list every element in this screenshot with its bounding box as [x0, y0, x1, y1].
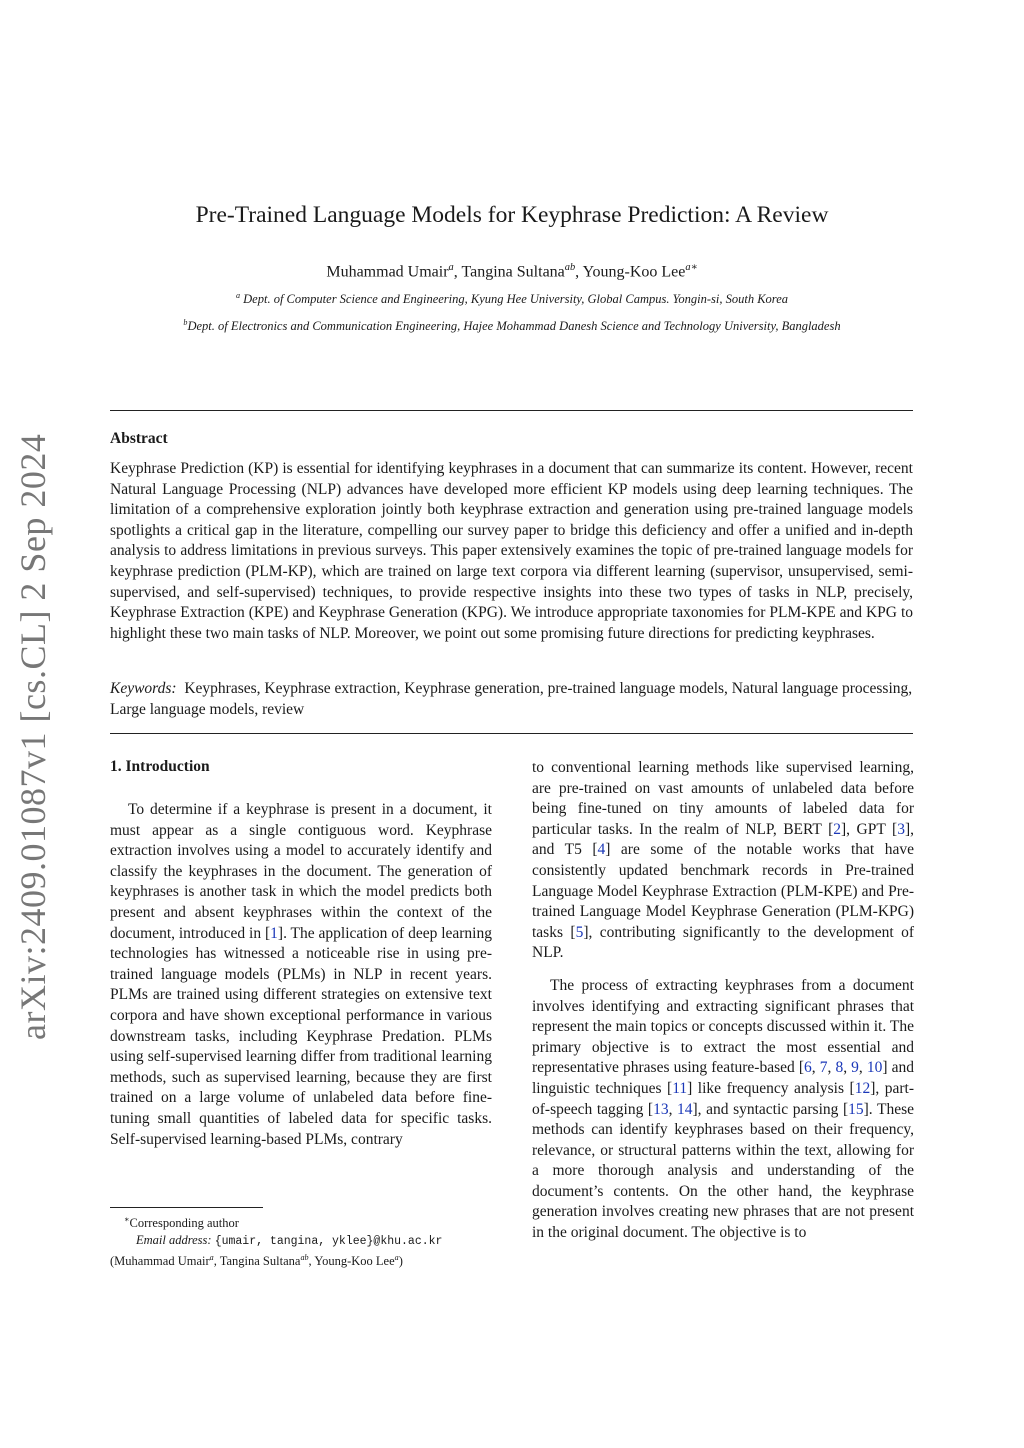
- author-name: Muhammad Umair: [326, 263, 449, 281]
- abstract-text: Keyphrase Prediction (KP) is essential for identifying keyphrases in a document that can summarize its content. However, recent Natural Language Processing (NLP) advances have developed more efficient KP models using deep learning techniques. The limitation of a comprehensive exploration jointly both keyphrase extraction and generation using pre-trained language models spotlights a critical gap in the literature, compelling our survey paper to bridge this deficiency and offer a unified and in-depth analysis to address limitations in previous surveys. This paper extensively examines the topic of pre-trained language models for keyphrase prediction (PLM-KP), which are trained on large text corpora via different learning (supervisor, unsupervised, semi-supervised, and self-supervised) techniques, to provide respective insights into these two types of tasks in NLP, precisely, Keyphrase Extraction (KPE) and Keyphrase Generation (KPG). We introduce appropriate taxonomies for PLM-KPE and KPG to highlight these two main tasks of NLP. Moreover, we point out some promising future directions for predicting keyphrases.: [110, 460, 913, 642]
- citation-link[interactable]: 6: [804, 1059, 812, 1077]
- author-name: Young-Koo Lee: [582, 263, 686, 281]
- footnote-name: , Tangina Sultana: [213, 1254, 301, 1269]
- footnote-close: ): [398, 1254, 403, 1269]
- citation-link[interactable]: 1: [270, 924, 278, 942]
- intro-paragraph-1-cont: [532, 758, 914, 964]
- arxiv-identifier: arXiv:2409.01087v1 [cs.CL] 2 Sep 2024: [13, 433, 53, 1040]
- text-run: ], and T5 [: [532, 820, 915, 859]
- text-run: ]. The application of deep learning technologies has witnessed a noticeable rise in using pre-trained language models (PLMs) in NLP in recent years. PLMs are trained using different strategies on extensive text corpora and have shown exceptional performance in various downstream tasks, including Keyphrase Predation. PLMs using self-supervised learning differ from traditional learning methods, such as supervised learning, because they are first trained on a large volume of unlabeled data before fine-tuning small quantities of labeled data for specific tasks. Self-supervised learning-based PLMs, contrary: [110, 924, 492, 1148]
- citation-link[interactable]: 11: [672, 1079, 688, 1097]
- footnote-sup: a: [394, 1253, 399, 1263]
- footnote-name: , Young-Koo Lee: [308, 1254, 395, 1269]
- email-label: Email address:: [136, 1232, 212, 1247]
- text-run: to conventional learning methods like supervised learning, are pre-trained on vast amounts of unlabeled data before being fine-tuned on tiny amounts of labeled data for particular tasks. In the realm of NLP, BERT [: [532, 759, 914, 838]
- author-name: Tangina Sultana: [461, 263, 565, 281]
- text-run: ], part-of-speech tagging [: [532, 1079, 915, 1118]
- footnote-name: (Muhammad Umair: [110, 1254, 210, 1269]
- citation-link[interactable]: 14: [677, 1100, 693, 1118]
- affil-text: Dept. of Electronics and Communication Engineering, Hajee Mohammad Danesh Science and Technology University, Bangladesh: [187, 319, 841, 334]
- footnote-sup: a: [209, 1253, 214, 1263]
- text-run: ,: [827, 1059, 836, 1077]
- affiliation-a: [0, 291, 1024, 307]
- affil-mark: a: [235, 291, 241, 300]
- citation-link[interactable]: 4: [597, 841, 606, 859]
- text-run: ] are some of the notable works that have consistently updated benchmark records in Pre-trained Language Model Keyphrase Extraction (PLM-KPE) and Pre-trained Language Model Keyphrase Generation (PLM-KPG) tasks [: [532, 841, 914, 941]
- abstract-bottom-rule: [110, 733, 913, 734]
- right-column: [532, 758, 914, 1244]
- author-list: Muhammad Umair$^a$, Tangina Sultana$^{ab}$, Young-Koo Lee$^{a∗}$: [326, 262, 698, 281]
- author-affil-mark: ab: [564, 262, 576, 273]
- footnote-rule: [110, 1207, 263, 1208]
- text-run: ,: [811, 1059, 820, 1077]
- text-run: ,: [858, 1059, 867, 1077]
- text-run: ,: [668, 1100, 678, 1118]
- citation-link[interactable]: 12: [854, 1079, 871, 1097]
- footnote-text: Corresponding author: [129, 1216, 239, 1231]
- paper-title: Pre-Trained Language Models for Keyphrase Prediction: A Review: [195, 202, 829, 228]
- text-run: ], GPT [: [841, 820, 898, 838]
- text-run: ], contributing significantly to the development of NLP.: [532, 923, 914, 962]
- text-run: ]. These methods can identify keyphrases based on their frequency, relevance, or structural patterns within the text, allowing for a more thorough analysis and understanding of the document’s contents. On the other hand, the keyphrase generation involves creating new phrases that are not present in the original document. The objective is to: [532, 1100, 914, 1242]
- text-run: To determine if a keyphrase is present in a document, it must appear as a single contiguous word. Keyphrase extraction involves using a model to accurately identify and classify the keyphrases in the document. The generation of keyphrases is another task in which the model predicts both present and absent keyphrases within the context of the document, introduced in [: [110, 801, 492, 942]
- text-run: The process of extracting keyphrases from a document involves identifying and extracting significant phrases that represent the main topics or concepts discussed within it. The primary objective is to extract the most essential and representative phrases using feature-based [: [532, 976, 914, 1077]
- left-column: [110, 800, 492, 1150]
- text-run: ], and syntactic parsing [: [692, 1100, 849, 1118]
- citation-link[interactable]: 5: [575, 923, 584, 941]
- affil-text: Dept. of Computer Science and Engineering, Kyung Hee University, Global Campus. Yongin-si, South Korea: [240, 292, 789, 307]
- keywords-text: Keyphrases, Keyphrase extraction, Keyphrase generation, pre-trained language models, Natural language processing, Large language models, review: [110, 680, 913, 718]
- author-affil-mark: a: [448, 262, 454, 273]
- section-heading-introduction: 1. Introduction: [110, 758, 210, 775]
- citation-link[interactable]: 3: [897, 820, 905, 838]
- citation-link[interactable]: 13: [653, 1100, 669, 1118]
- abstract-heading: Abstract: [110, 430, 168, 447]
- footnote-mark: ∗: [124, 1215, 130, 1224]
- text-run: ] and linguistic techniques [: [532, 1059, 915, 1097]
- email-address[interactable]: {umair, tangina, yklee}@khu.ac.kr: [214, 1234, 443, 1248]
- footnote-corresponding: [110, 1212, 510, 1232]
- citation-link[interactable]: 8: [835, 1059, 844, 1077]
- text-run: ] like frequency analysis [: [687, 1079, 855, 1097]
- keywords: [110, 679, 913, 720]
- citation-link[interactable]: 2: [833, 820, 842, 838]
- keywords-label: Keywords:: [110, 680, 177, 697]
- affiliation-b: [0, 318, 1024, 334]
- footnote: [110, 1212, 510, 1270]
- citation-link[interactable]: 9: [851, 1059, 859, 1077]
- citation-link[interactable]: 7: [819, 1059, 828, 1077]
- affil-mark: b: [183, 318, 188, 327]
- author-affil-mark: a∗: [685, 262, 698, 273]
- footnote-sup: ab: [300, 1253, 309, 1263]
- abstract-top-rule: [110, 410, 913, 411]
- text-run: ,: [843, 1059, 852, 1077]
- footnote-email: [110, 1232, 510, 1251]
- footnote-names: [110, 1250, 510, 1270]
- intro-paragraph-2: [532, 976, 914, 1244]
- citation-link[interactable]: 10: [866, 1059, 883, 1077]
- intro-paragraph-1: [110, 800, 492, 1150]
- citation-link[interactable]: 15: [848, 1100, 864, 1118]
